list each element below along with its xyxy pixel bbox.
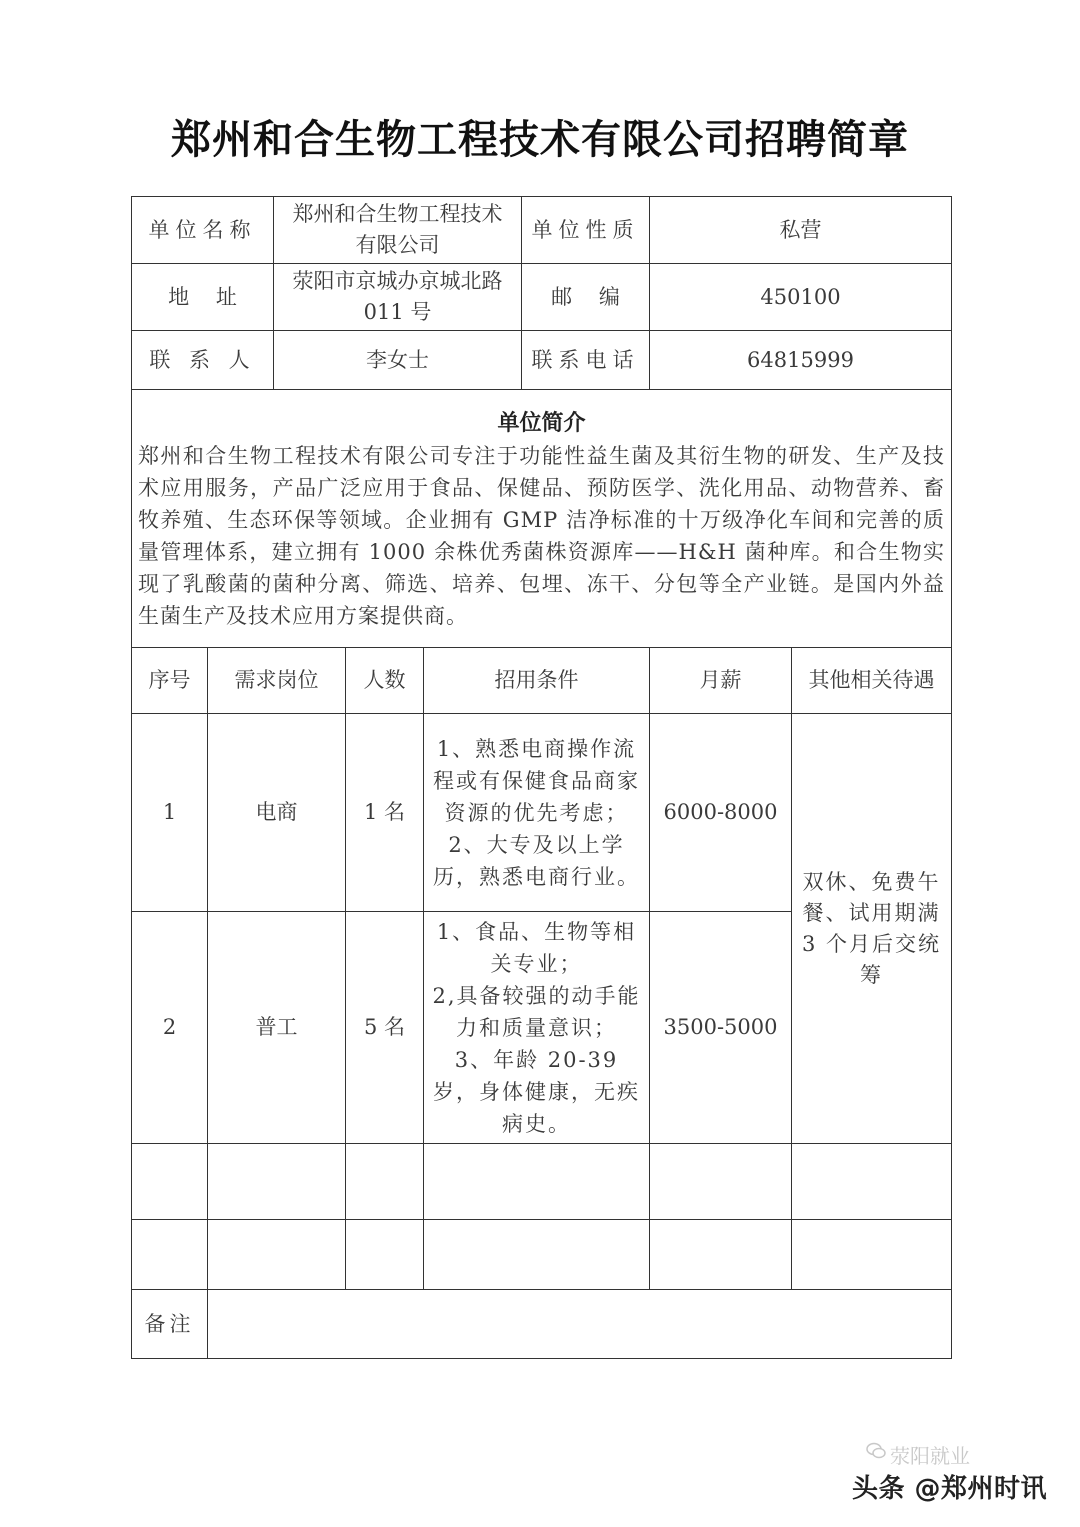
address-line2: 011 号 <box>363 300 432 324</box>
address-value <box>274 264 522 331</box>
recruitment-table <box>131 196 952 1359</box>
empty-cell <box>424 1144 650 1220</box>
empty-cell <box>208 1144 346 1220</box>
row-count: 5 名 <box>346 912 424 1144</box>
row-no: 2 <box>132 912 208 1144</box>
empty-cell <box>424 1220 650 1290</box>
company-name-label: 单位名称 <box>132 197 274 264</box>
empty-cell <box>132 1220 208 1290</box>
empty-cell <box>650 1144 792 1220</box>
wechat-icon <box>866 1441 886 1461</box>
company-nature-label: 单位性质 <box>522 197 650 264</box>
condition-item: 2,具备较强的动手能力和质量意识； <box>432 983 641 1040</box>
table-row <box>132 714 952 912</box>
address-line1: 荥阳市京城办京城北路 <box>292 269 503 293</box>
company-name-line1: 郑州和合生物工程技术 <box>292 202 503 226</box>
contact-label: 联 系 人 <box>132 331 274 390</box>
remarks-value <box>208 1290 952 1359</box>
company-name-value <box>274 197 522 264</box>
empty-cell <box>346 1220 424 1290</box>
company-name-line2: 有限公司 <box>355 233 440 257</box>
row-salary: 6000-8000 <box>650 714 792 912</box>
header-conditions: 招用条件 <box>424 648 650 714</box>
header-no: 序号 <box>132 648 208 714</box>
header-count: 人数 <box>346 648 424 714</box>
empty-row <box>132 1144 952 1220</box>
phone-value: 64815999 <box>650 331 952 390</box>
row-conditions <box>424 714 650 912</box>
row-salary: 3500-5000 <box>650 912 792 1144</box>
phone-label: 联系电话 <box>522 331 650 390</box>
remarks-label: 备注 <box>132 1290 208 1359</box>
condition-item: 2、大专及以上学历，熟悉电商行业。 <box>433 832 640 889</box>
condition-item: 1、食品、生物等相关专业； <box>436 919 637 976</box>
contact-value: 李女士 <box>274 331 522 390</box>
empty-cell <box>792 1220 952 1290</box>
intro-heading: 单位简介 <box>497 409 586 436</box>
row-position: 普工 <box>208 912 346 1144</box>
watermark: 头条 @郑州时讯 <box>852 1474 1048 1504</box>
empty-cell <box>132 1144 208 1220</box>
header-position: 需求岗位 <box>208 648 346 714</box>
row-conditions <box>424 912 650 1144</box>
empty-row <box>132 1220 952 1290</box>
row-benefits: 双休、免费午餐、试用期满 3 个月后交统筹 <box>792 714 952 1144</box>
company-nature-value: 私营 <box>650 197 952 264</box>
intro-text: 郑州和合生物工程技术有限公司专注于功能性益生菌及其衍生物的研发、生产及技术应用服务，产品广泛应用于食品、保健品、预防医学、洗化用品、动物营养、畜牧养殖、生态环保等领域。企业拥有 GMP 洁净标准的十万级净化车间和完善的质量管理体系，建立拥有 1000 余株优秀菌株资源库——H&H 菌种库。和合生物实现了乳酸菌的菌种分离、筛选、培养、包埋、冻干、分包等全产业链。是国内外益生菌生产及技术应用方案提供商。 <box>138 443 945 628</box>
empty-cell <box>346 1144 424 1220</box>
empty-cell <box>792 1144 952 1220</box>
postcode-label: 邮 编 <box>522 264 650 331</box>
condition-item: 3、年龄 20-39 岁，身体健康，无疾病史。 <box>433 1047 640 1136</box>
row-no: 1 <box>132 714 208 912</box>
header-benefits: 其他相关待遇 <box>792 648 952 714</box>
watermark-faded: 荥阳就业 <box>890 1444 970 1468</box>
company-intro <box>132 390 952 648</box>
empty-cell <box>208 1220 346 1290</box>
header-salary: 月薪 <box>650 648 792 714</box>
page-title: 郑州和合生物工程技术有限公司招聘简章 <box>171 117 909 163</box>
condition-item: 1、熟悉电商操作流程或有保健食品商家资源的优先考虑； <box>433 736 640 825</box>
address-label: 地 址 <box>132 264 274 331</box>
postcode-value: 450100 <box>650 264 952 331</box>
empty-cell <box>650 1220 792 1290</box>
row-count: 1 名 <box>346 714 424 912</box>
row-position: 电商 <box>208 714 346 912</box>
